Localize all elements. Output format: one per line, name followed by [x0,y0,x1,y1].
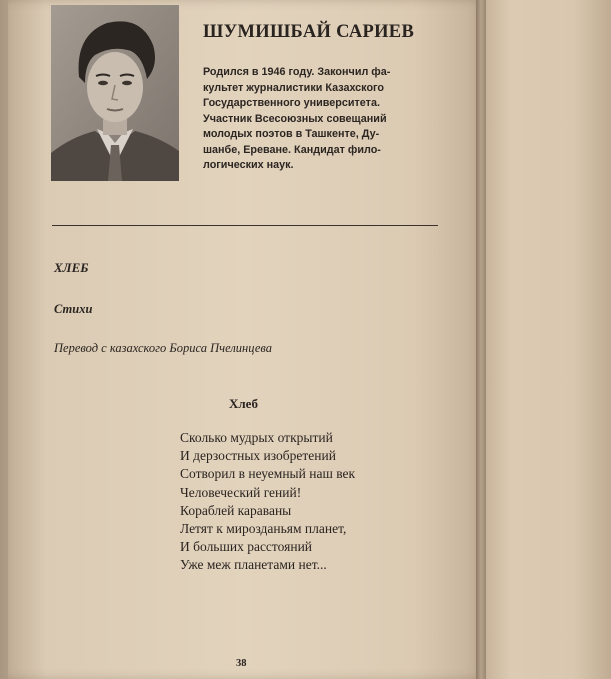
poem-line: Сколько мудрых открытий [180,430,333,445]
bio-line: Государственного университета. [203,97,380,109]
poem-line: Летят к мирозданьям планет, [180,521,347,537]
bio-line: Родился в 1946 году. Закончил фа- [203,66,391,78]
author-portrait [51,5,179,181]
divider-rule [52,225,438,226]
page-number: 38 [236,658,247,669]
section-title: ХЛЕБ [54,260,89,275]
poem-line: И дерзостных изобретений [180,448,336,464]
poem-line: Уже меж планетами нет... [180,557,327,573]
bio-line: культет журналистики Казахского [203,81,384,94]
translation-credit: Перевод с казахского Бориса Пчелинцева [54,341,272,355]
right-page [486,0,611,679]
book-gutter [476,0,486,679]
bio-line: шанбе, Ереване. Кандидат фило- [203,143,381,156]
poem-line: Сотворил в неуемный наш век [180,466,356,482]
poem-title: Хлеб [229,396,258,411]
bio-line: логических наук. [203,159,294,171]
bio-line: молодых поэтов в Ташкенте, Ду- [203,128,380,140]
poem-text [180,429,355,575]
author-bio [203,65,448,174]
section-genre: Стихи [54,302,93,316]
bio-line: Участник Всесоюзных совещаний [203,112,387,125]
poem-line: И больших расстояний [180,539,313,555]
poem-line: Человеческий гений! [180,484,302,500]
poem-line: Кораблей караваны [180,502,292,518]
author-name: ШУМИШБАЙ САРИЕВ [203,22,415,42]
portrait-photo [51,5,179,181]
